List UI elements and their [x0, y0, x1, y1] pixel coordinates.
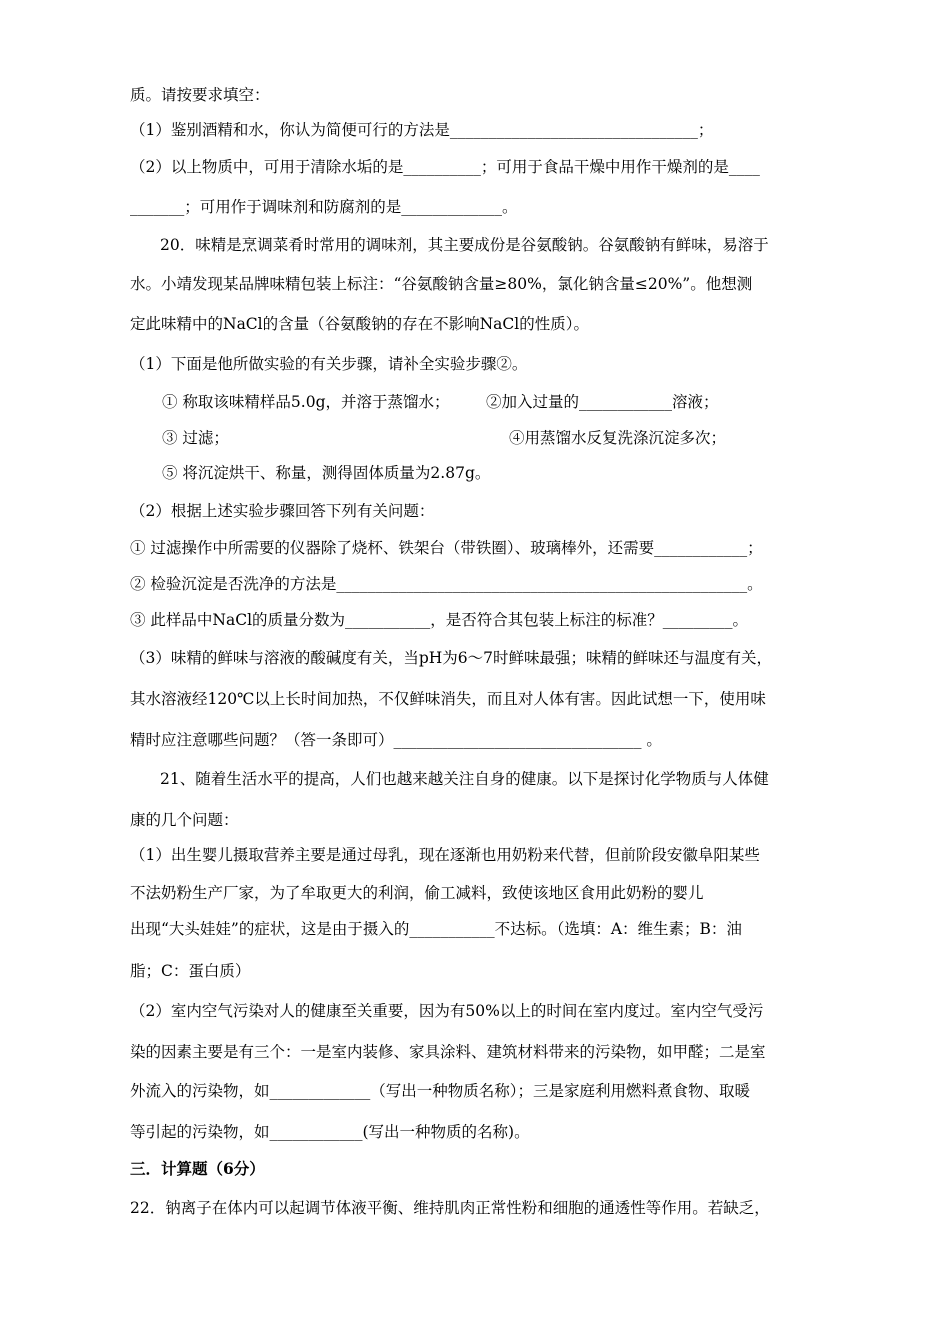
- text-line: _______；可用作于调味剂和防腐剂的是_____________。: [130, 198, 518, 216]
- step-4: ④用蒸馏水反复洗涤沉淀多次；: [509, 429, 727, 447]
- text-line: 出现“大头娃娃”的症状，这是由于摄入的___________不达标。（选填：A：维生素；B：油: [130, 920, 742, 938]
- text-line: 精时应注意哪些问题？（答一条即可）________________________________ 。: [130, 731, 662, 749]
- question-20-2-b: ② 检验沉淀是否洗净的方法是_____________________________________________________。: [130, 575, 763, 593]
- question-20-intro: 20．味精是烹调菜肴时常用的调味剂，其主要成份是谷氨酸钠。谷氨酸钠有鲜味，易溶于: [160, 236, 769, 254]
- question-20-1: （1）下面是他所做实验的有关步骤，请补全实验步骤②。: [130, 355, 528, 373]
- question-20-2-a: ① 过滤操作中所需要的仪器除了烧杯、铁架台（带铁圈）、玻璃棒外，还需要____________；: [130, 539, 763, 557]
- step-3: ③ 过滤；: [162, 429, 229, 447]
- text-line: 水。小靖发现某品牌味精包装上标注：“谷氨酸钠含量≥80%，氯化钠含量≤20%”。他想测: [130, 275, 753, 293]
- question-20-3: （3）味精的鲜味与溶液的酸碱度有关，当pH为6～7时鲜味最强；味精的鲜味还与温度有关，: [130, 649, 773, 667]
- question-19-2: （2）以上物质中，可用于清除水垢的是__________；可用于食品干燥中用作干燥剂的是____: [130, 158, 760, 176]
- section-heading: 三．计算题（6分）: [130, 1159, 265, 1178]
- question-20-2: （2）根据上述实验步骤回答下列有关问题：: [130, 502, 435, 520]
- text-line: 脂；C：蛋白质）: [130, 962, 251, 980]
- question-19-1: （1）鉴别酒精和水，你认为简便可行的方法是________________________________；: [130, 121, 714, 139]
- question-21-intro: 21、随着生活水平的提高，人们也越来越关注自身的健康。以下是探讨化学物质与人体健: [160, 770, 769, 788]
- question-20-2-c: ③ 此样品中NaCl的质量分数为___________，是否符合其包装上标注的标准？_________。: [130, 611, 749, 629]
- text-line: 外流入的污染物，如_____________（写出一种物质名称）；三是家庭利用燃料煮食物、取暖: [130, 1082, 751, 1100]
- text-line: 等引起的污染物，如____________(写出一种物质的名称)。: [130, 1123, 530, 1141]
- text-line: 定此味精中的NaCl的含量（谷氨酸钠的存在不影响NaCl的性质）。: [130, 315, 589, 333]
- text-line: 质。请按要求填空：: [130, 86, 270, 104]
- text-line: 其水溶液经120℃以上长时间加热，不仅鲜味消失，而且对人体有害。因此试想一下，使用味: [130, 690, 766, 708]
- question-21-2: （2）室内空气污染对人的健康至关重要，因为有50%以上的时间在室内度过。室内空气受污: [130, 1002, 764, 1020]
- text-line: 不法奶粉生产厂家，为了牟取更大的利润，偷工减料，致使该地区食用此奶粉的婴儿: [130, 884, 704, 902]
- step-1: ① 称取该味精样品5.0g，并溶于蒸馏水；: [162, 393, 450, 411]
- step-5: ⑤ 将沉淀烘干、称量，测得固体质量为2.87g。: [162, 464, 491, 482]
- text-line: 康的几个问题：: [130, 811, 239, 829]
- step-2: ②加入过量的____________溶液；: [486, 393, 719, 411]
- text-line: 染的因素主要是有三个：一是室内装修、家具涂料、建筑材料带来的污染物，如甲醛；二是室: [130, 1043, 766, 1061]
- question-21-1: （1）出生婴儿摄取营养主要是通过母乳，现在逐渐也用奶粉来代替，但前阶段安徽阜阳某些: [130, 846, 760, 864]
- question-22: 22．钠离子在体内可以起调节体液平衡、维持肌肉正常性粉和细胞的通透性等作用。若缺乏，: [130, 1199, 770, 1217]
